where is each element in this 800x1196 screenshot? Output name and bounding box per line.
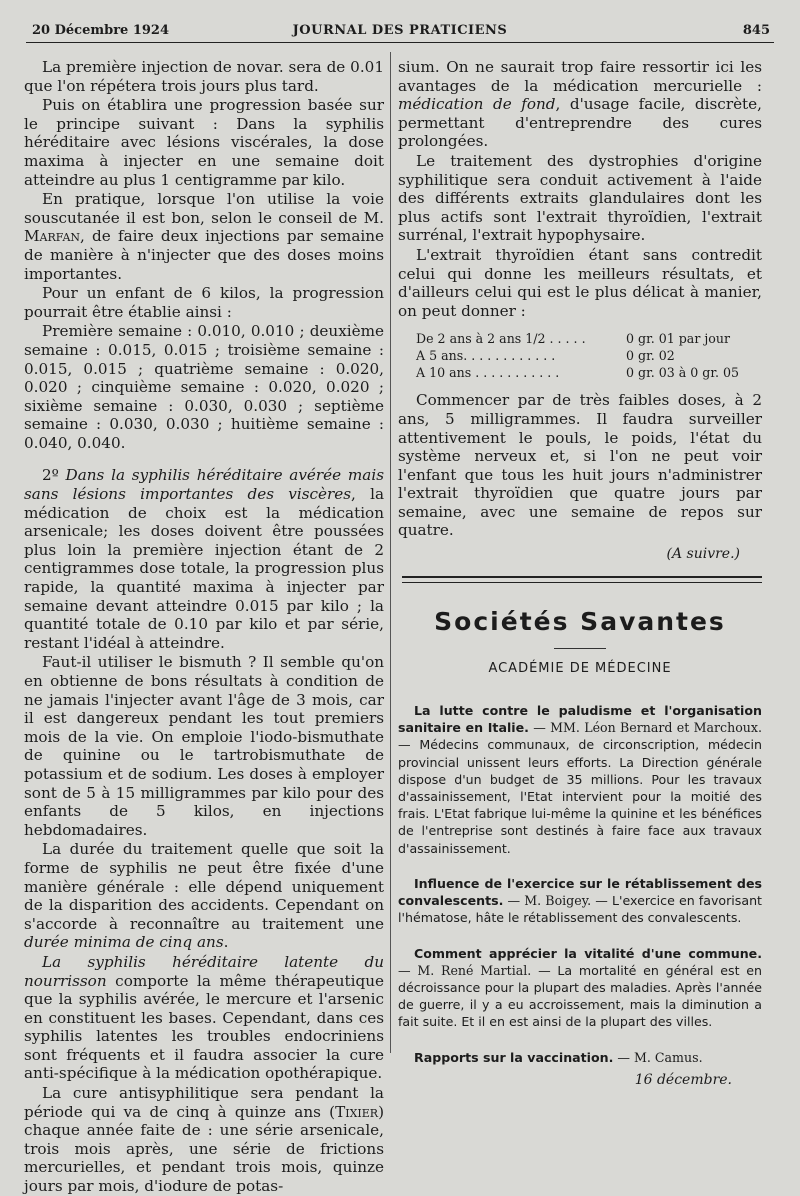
dosage-row (416, 364, 762, 381)
society-entry: La lutte contre le paludisme et l'organisation sanitaire en Italie. — MM. Léon Bernard et Marchoux. — Médecins communaux, de circonscription, médecin provincial unissent leurs efforts. La Direction générale dispose d'un budget de 35 millions. Pour les travaux d'assainissement, l'Etat intervient pour la moitié des frais. L'Etat fabrique lui-même la quinine et les bénéfices de l'entreprise sont destinés à faire face aux travaux d'assainissement. (398, 703, 762, 856)
paragraph: Puis on établira une progression basée sur le principe suivant : Dans la syphilis héréditaire avec lésions viscérales, la dose maxima à injecter en une semaine doit atteindre au plus 1 centigramme par kilo. (24, 96, 384, 189)
paragraph: Première semaine : 0.010, 0.010 ; deuxième semaine : 0.015, 0.015 ; troisième semaine : 0.015, 0.015 ; quatrième semaine : 0.020, 0.020 ; cinquième semaine : 0.020, 0.020 ; sixième semaine : 0.030, 0.030 ; septième semaine : 0.030, 0.030 ; huitième semaine : 0.040, 0.040. (24, 322, 384, 452)
paragraph: Pour un enfant de 6 kilos, la progression pourrait être établie ainsi : (24, 284, 384, 321)
issue-date: 20 Décembre 1924 (32, 23, 170, 38)
paragraph: La première injection de novar. sera de 0.01 que l'on répétera trois jours plus tard. (24, 58, 384, 95)
dosage-amount: 0 gr. 01 par jour (626, 331, 730, 347)
author-name: Tixier (335, 1102, 379, 1121)
paragraph: L'extrait thyroïdien étant sans contredit celui qui donne les meilleurs résultats, et d'ailleurs celui qui est le plus délicat à manier, on peut donner : (398, 245, 762, 320)
dosage-table (416, 330, 762, 381)
left-column (24, 58, 384, 1196)
society-entry: Influence de l'exercice sur le rétablissement des convalescents. — M. Boigey. — L'exercice en favorisant l'hématose, hâte le rétablissement des convalescents. (398, 875, 762, 926)
paragraph: Faut-il utiliser le bismuth ? Il semble qu'on en obtienne de bons résultats à condition de ne jamais l'injecter avant l'âge de 3 mois, car il est dangereux pendant les tout premiers mois de la vie. On emploie l'iodo-bismuthate de quinine ou le tartrobismuthate de potassium et de sodium. Les doses à employer sont de 5 à 15 milligrammes par kilo pour des enfants de 5 kilos, en injections hebdomadaires. (24, 653, 384, 839)
dosage-row (416, 330, 762, 347)
paragraph: La cure antisyphilitique sera pendant la période qui va de cinq à quinze ans (Tixier) chaque année faite de : une série arsenicale, trois mois après, une série de frictions mercurielles, et pendant trois mois, quinze jours par mois, d'iodure de potas- (24, 1084, 384, 1196)
author-name: Marfan (24, 227, 81, 246)
dosage-row (416, 347, 762, 364)
section-rule (402, 576, 762, 583)
paragraph: sium. On ne saurait trop faire ressortir ici les avantages de la médication mercurielle : médication de fond, d'usage facile, discrète, permettant d'entreprendre des cures prolongées. (398, 58, 762, 151)
column-divider (390, 52, 391, 1053)
page-number: 845 (742, 23, 770, 38)
title-rule (554, 648, 606, 649)
paragraph: La syphilis héréditaire latente du nourrisson comporte la même thérapeutique que la syphilis avérée, le mercure et l'arsenic en constituent les bases. Cependant, dans ces syphilis latentes les troubles endocriniens sont fréquents et il faudra associer la cure anti-spécifique à la médication opothérapique. (24, 952, 384, 1083)
journal-title: JOURNAL DES PRATICIENS (292, 23, 508, 38)
paragraph: Le traitement des dystrophies d'origine syphilitique sera conduit activement à l'aide des différents extraits glandulaires dont les plus actifs sont l'extrait thyroïdien, l'extrait surrénal, l'extrait hypophysaire. (398, 151, 762, 245)
academy-heading: ACADÉMIE DE MÉDECINE (488, 661, 672, 677)
society-entry: Comment apprécier la vitalité d'une commune. — M. René Martial. — La mortalité en général est en décroissance pour la plupart des maladies. Après l'année de guerre, il y a eu accroissement, mais la diminution a fait suite. Et il en est ainsi de la plupart des villes. (398, 945, 762, 1030)
paragraph: Commencer par de très faibles doses, à 2 ans, 5 milligrammes. Il faudra surveiller attentivement le pouls, le poids, l'état du système nerveux et, si l'on ne peut voir l'enfant que tous les huit jours n'administrer l'extrait thyroïdien que quatre jours par semaine, avec une semaine de repos sur quatre. (398, 391, 762, 540)
paragraph: En pratique, lorsque l'on utilise la voie souscutanée il est bon, selon le conseil de M. Marfan, de faire deux injections par semaine de manière à n'injecter que des doses moins importantes. (24, 190, 384, 283)
paragraph: 2º Dans la syphilis héréditaire avérée mais sans lésions importantes des viscères, la médication de choix est la médication arsenicale; les doses doivent être poussées plus loin la première injection étant de 2 centigrammes dose totale, la progression plus rapide, la quantité maxima à injecter par semaine devant atteindre 0.015 par kilo ; la quantité totale de 0.10 par kilo et par série, restant l'idéal à atteindre. (24, 466, 384, 652)
dosage-age: De 2 ans à 2 ans 1/2 . . . . . (416, 331, 586, 347)
society-entry: Rapports sur la vaccination. — M. Camus. (414, 1049, 703, 1065)
right-column (398, 58, 762, 1088)
dosage-age: A 10 ans . . . . . . . . . . . (416, 365, 560, 381)
section-title: Sociétés Savantes (434, 607, 726, 637)
page-header (26, 20, 774, 43)
session-date: 16 décembre. (634, 1071, 732, 1088)
dosage-age: A 5 ans. . . . . . . . . . . . (416, 348, 556, 364)
paragraph: La durée du traitement quelle que soit la forme de syphilis ne peut être fixée d'une manière générale : elle dépend uniquement de la disparition des accidents. Cependant on s'accorde à reconnaître au traitement une durée minima de cinq ans. (24, 840, 384, 952)
continued-note: (A suivre.) (666, 546, 740, 563)
dosage-amount: 0 gr. 03 à 0 gr. 05 (626, 365, 740, 381)
dosage-amount: 0 gr. 02 (626, 348, 675, 364)
